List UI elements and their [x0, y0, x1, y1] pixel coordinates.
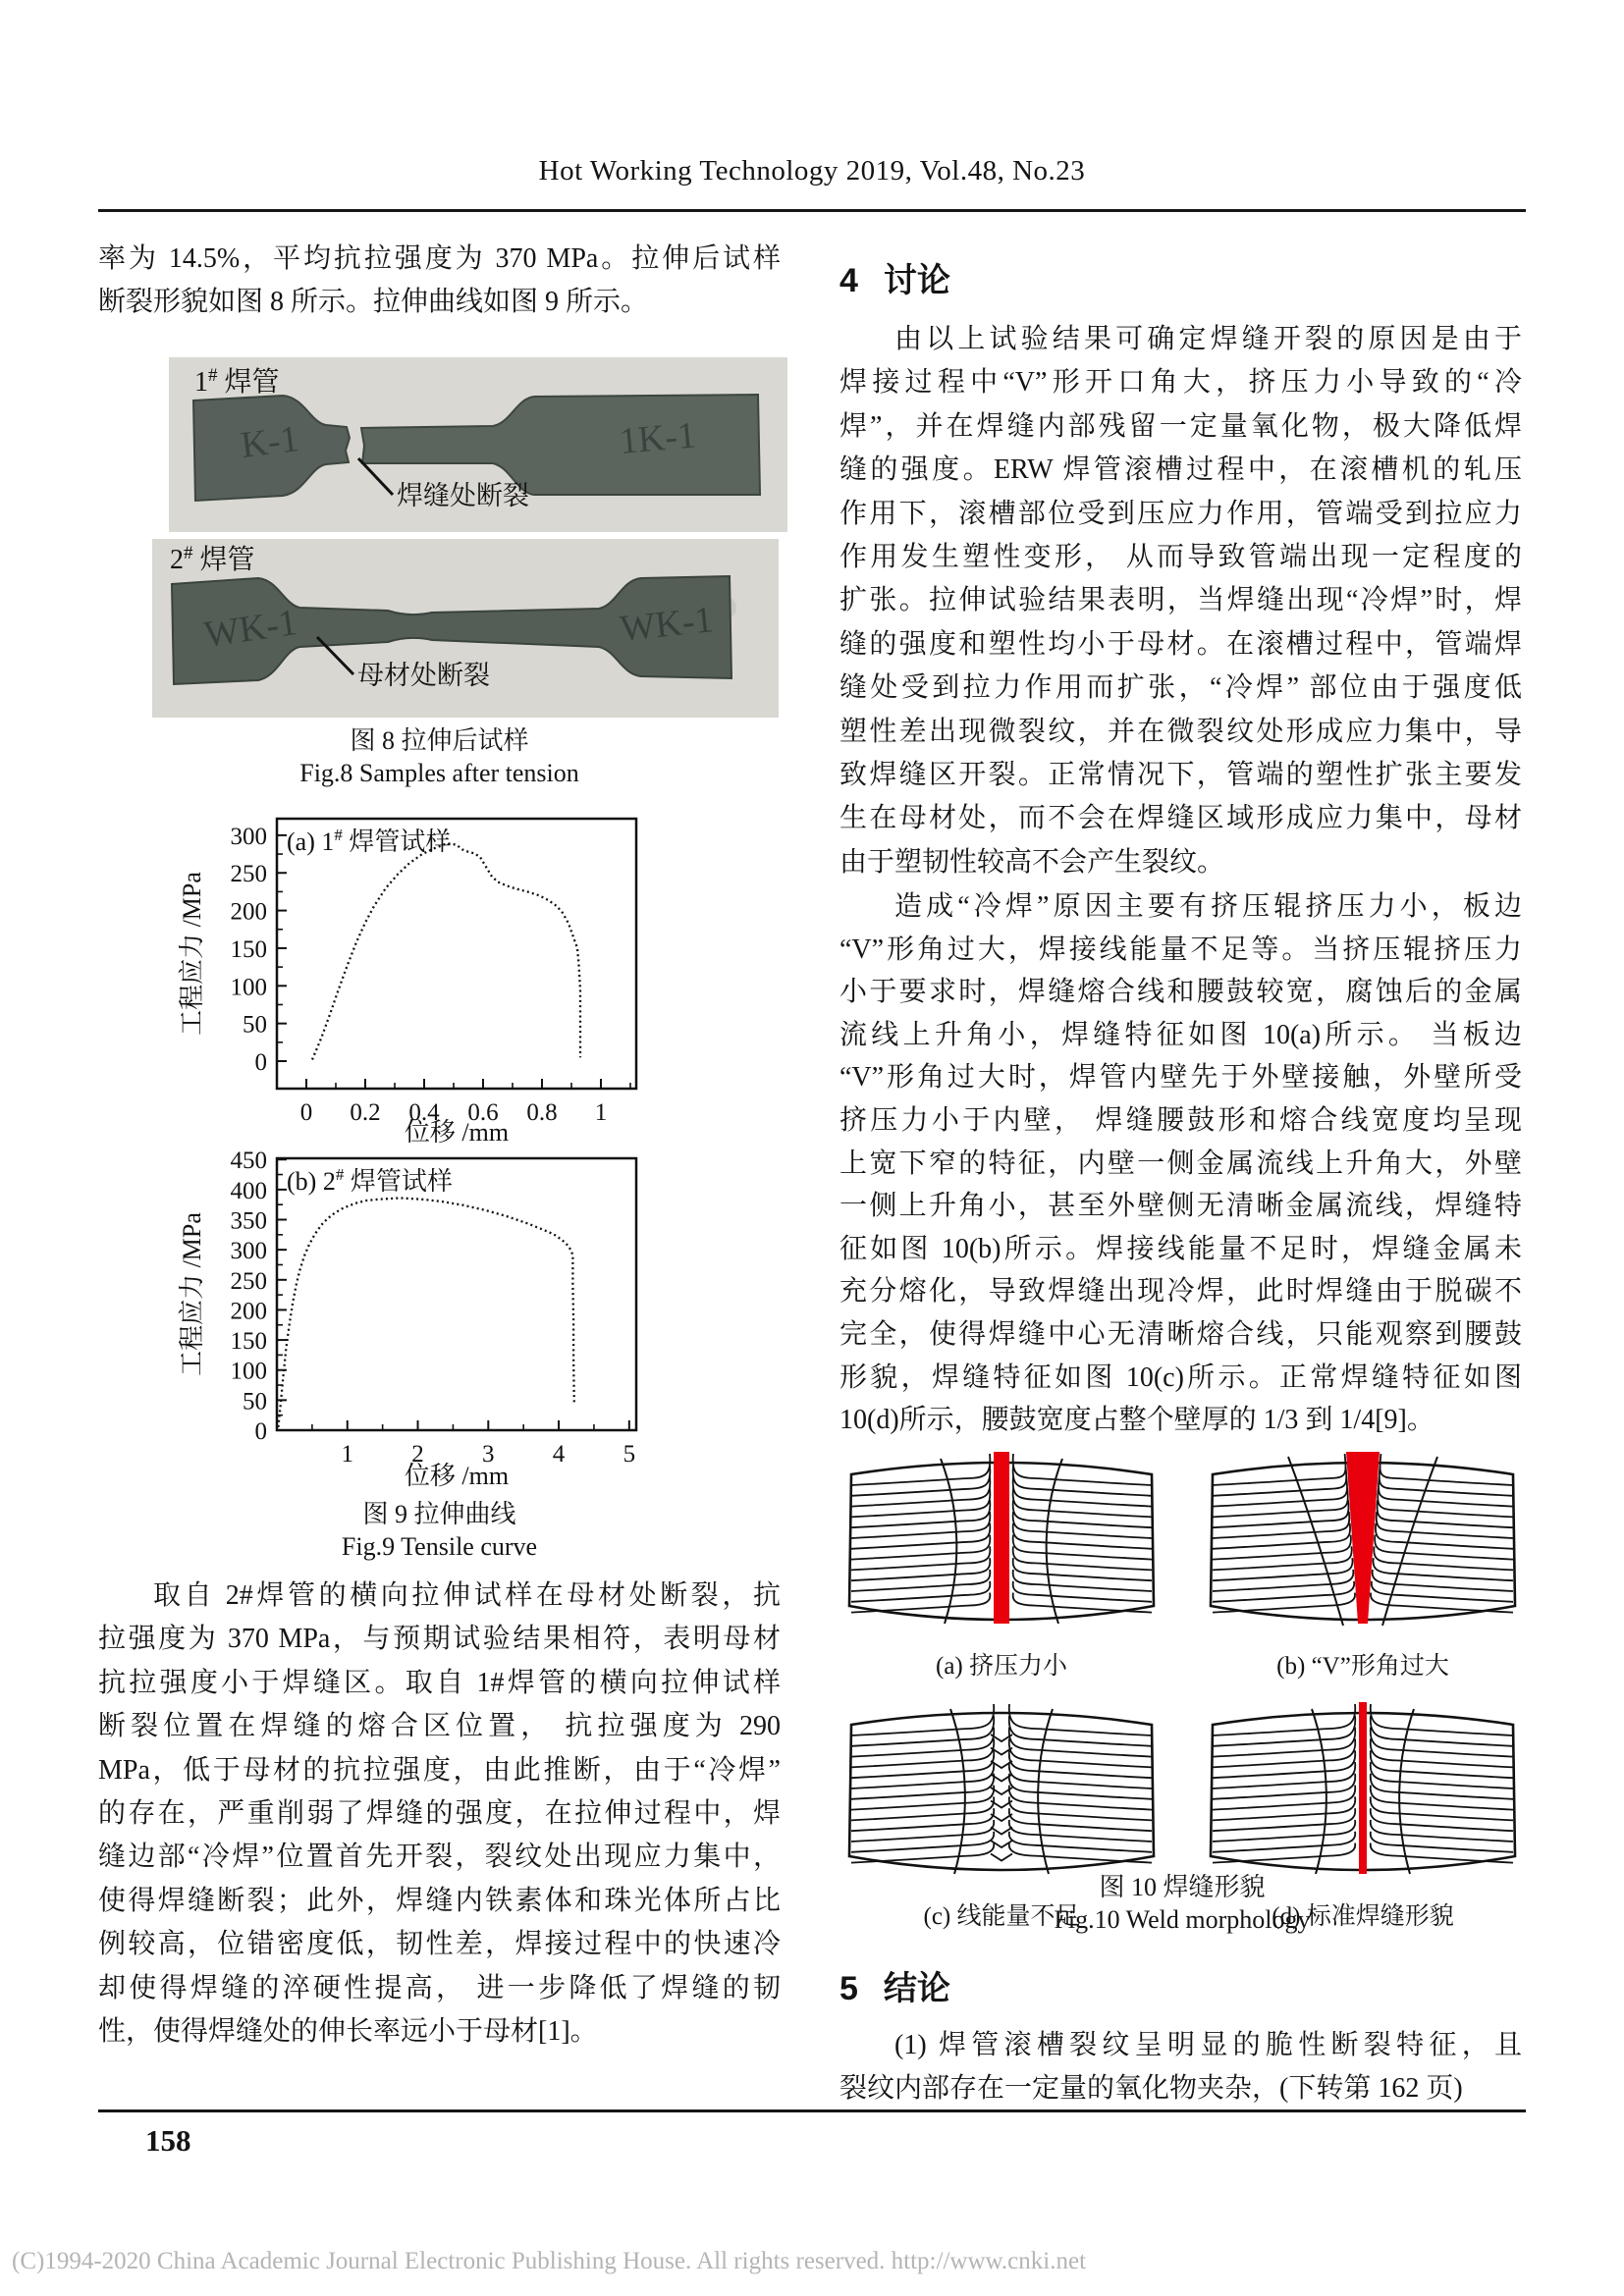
figure-caption-zh: 图 10 焊缝形貌	[1099, 1873, 1266, 1901]
left-column-paragraph	[98, 1575, 781, 2054]
body-line: 一侧上升角小，甚至外壁侧无清晰金属流线，焊缝特	[839, 1191, 1522, 1222]
body-line: 抗拉强度小于焊缝区。取自 1#焊管的横向拉伸试样	[98, 1667, 781, 1698]
body-line: 作用发生塑性变形， 从而导致管端出现一定程度的	[839, 542, 1522, 573]
svg-text:50: 50	[243, 1388, 267, 1415]
body-line: 扩张。拉伸试验结果表明，当焊缝出现“冷焊”时，焊	[839, 585, 1522, 616]
weld-diagram-b	[1201, 1441, 1525, 1682]
svg-text:(a) 1# 焊管试样: (a) 1# 焊管试样	[287, 826, 452, 856]
svg-text:350: 350	[230, 1207, 267, 1235]
svg-text:200: 200	[230, 1298, 267, 1325]
figure-caption-zh: 图 9 拉伸曲线	[362, 1500, 516, 1528]
svg-text:0: 0	[254, 1418, 267, 1445]
svg-text:150: 150	[230, 935, 267, 963]
figure-caption-en: Fig.9 Tensile curve	[341, 1532, 538, 1561]
figure-caption-en: Fig.10 Weld morphology	[1054, 1905, 1311, 1934]
tensile-curve-chart-a	[128, 811, 677, 1147]
tensile-curve-chart-b	[128, 1150, 677, 1492]
body-line: “V”形角过大，焊接线能量不足等。当挤压辊挤压力	[839, 934, 1522, 965]
weld-diagram-a	[839, 1441, 1164, 1682]
photo1-label: 1# 焊管	[194, 365, 280, 398]
body-line: 缝的强度。ERW 焊管滚槽过程中，在滚槽机的轧压	[839, 454, 1522, 486]
figure9-chart-a	[128, 811, 677, 1151]
svg-text:250: 250	[230, 861, 267, 888]
body-line: 率为 14.5%，平均抗拉强度为 370 MPa。拉伸后试样	[98, 243, 781, 274]
svg-text:4: 4	[552, 1441, 566, 1468]
figure10	[839, 1441, 1525, 1932]
figure-caption-en: Fig.8 Samples after tension	[299, 759, 579, 787]
subfigure-caption: (a) 挤压力小	[936, 1653, 1067, 1680]
body-line: 小于要求时，焊缝熔合线和腰鼓较宽，腐蚀后的金属	[839, 977, 1522, 1008]
weld-morphology-diagram-c	[839, 1691, 1164, 1888]
svg-text:0: 0	[254, 1049, 267, 1077]
figure8-photo2	[152, 539, 779, 718]
weld-morphology-diagram-a	[839, 1441, 1164, 1637]
section-number: 4	[839, 262, 858, 299]
body-line: 作用下，滚槽部位受到压应力作用，管端受到拉应力	[839, 498, 1522, 529]
tensile-sample-photo-1	[169, 357, 787, 532]
svg-text:100: 100	[230, 974, 267, 1001]
body-line: 缝处受到拉力作用而扩张，“冷焊” 部位由于强度低	[839, 672, 1522, 704]
svg-text:100: 100	[230, 1358, 267, 1385]
svg-text:0.8: 0.8	[526, 1099, 558, 1126]
body-line: (1) 焊管滚槽裂纹呈明显的脆性断裂特征，且	[894, 2030, 1522, 2060]
body-line: 焊”，并在焊缝内部残留一定量氧化物，极大降低焊	[839, 410, 1522, 442]
body-line: “V”形角过大时，焊管内壁先于外壁接触，外壁所受	[839, 1062, 1522, 1094]
right-column-paragraph3	[839, 2024, 1522, 2111]
figure9-caption	[98, 1498, 781, 1563]
svg-text:工程应力 /MPa: 工程应力 /MPa	[178, 872, 206, 1036]
svg-text:0.6: 0.6	[467, 1099, 499, 1126]
body-line: 流线上升角小，焊缝特征如图 10(a)所示。 当板边	[839, 1019, 1522, 1050]
figure8-caption	[98, 724, 781, 789]
body-line: 拉强度为 370 MPa，与预期试验结果相符，表明母材	[98, 1624, 781, 1655]
section5-heading	[839, 1961, 1522, 2009]
subfigure-caption: (b) “V”形角过大	[1276, 1653, 1449, 1680]
sample-handwritten-mark: WK-1	[618, 599, 716, 650]
body-line: 征如图 10(b)所示。焊接线能量不足时，焊缝金属未	[839, 1233, 1522, 1264]
body-line: 挤压力小于内壁， 焊缝腰鼓形和熔合线宽度均呈现	[839, 1104, 1522, 1136]
svg-text:150: 150	[230, 1328, 267, 1356]
body-line: 例较高，位错密度低，韧性差，焊接过程中的快速冷	[98, 1929, 781, 1960]
tensile-sample-photo-2	[152, 539, 779, 718]
figure9-chart-b	[128, 1150, 677, 1497]
sample-handwritten-mark: WK-1	[201, 602, 300, 656]
body-line: 形貌，焊缝特征如图 10(c)所示。正常焊缝特征如图	[839, 1362, 1522, 1393]
svg-text:2: 2	[411, 1441, 424, 1468]
right-column-paragraph2	[839, 885, 1522, 1442]
body-line: 裂纹内部存在一定量的氧化物夹杂，(下转第 162 页)	[839, 2073, 1463, 2105]
svg-text:位移 /mm: 位移 /mm	[404, 1462, 510, 1490]
body-line: 造成“冷焊”原因主要有挤压辊挤压力小，板边	[894, 891, 1522, 922]
subfigure-caption: (d) 标准焊缝形貌	[1272, 1903, 1454, 1930]
photo2-label: 2# 焊管	[170, 543, 255, 575]
body-line: 焊接过程中“V”形开口角大，挤压力小导致的“冷	[839, 367, 1522, 399]
page-number: 158	[145, 2123, 191, 2158]
body-line: 使得焊缝断裂；此外，焊缝内铁素体和珠光体所占比	[98, 1885, 781, 1916]
subfigure-caption: (c) 线能量不足	[923, 1903, 1080, 1930]
body-line: MPa，低于母材的抗拉强度，由此推断，由于“冷焊”	[98, 1754, 781, 1786]
svg-text:400: 400	[230, 1177, 267, 1204]
svg-text:位移 /mm: 位移 /mm	[404, 1118, 510, 1147]
section-title: 讨论	[883, 262, 950, 299]
section-title: 结论	[883, 1970, 950, 2007]
svg-text:250: 250	[230, 1267, 267, 1295]
fracture-annotation: 母材处断裂	[357, 661, 490, 690]
body-line: 由以上试验结果可确定焊缝开裂的原因是由于	[894, 324, 1522, 354]
body-line: 却使得焊缝的淬硬性提高， 进一步降低了焊缝的韧	[98, 1972, 781, 2003]
body-line: 缝的强度和塑性均小于母材。在滚槽过程中，管端焊	[839, 628, 1522, 660]
right-column-paragraph1	[839, 318, 1522, 884]
svg-text:300: 300	[230, 1238, 267, 1265]
left-column-intro	[98, 238, 781, 325]
body-line: 断裂位置在焊缝的熔合区位置， 抗拉强度为 290	[98, 1711, 781, 1742]
svg-text:50: 50	[243, 1011, 267, 1039]
body-line: 充分熔化，导致焊缝出现冷焊，此时焊缝由于脱碳不	[839, 1276, 1522, 1308]
figure8-photo1	[169, 357, 787, 532]
svg-text:0.2: 0.2	[350, 1099, 381, 1126]
journal-header: Hot Working Technology 2019, Vol.48, No.23	[538, 155, 1086, 187]
figure10-caption	[839, 1871, 1525, 1936]
footer-rule	[98, 2109, 1526, 2112]
body-line: 性，使得焊缝处的伸长率远小于母材[1]。	[98, 2016, 598, 2048]
svg-text:300: 300	[230, 823, 267, 850]
header-rule	[98, 209, 1526, 212]
body-line: 的存在，严重削弱了焊缝的强度，在拉伸过程中，焊	[98, 1798, 781, 1830]
svg-text:1: 1	[594, 1099, 608, 1126]
section4-heading	[839, 253, 1522, 301]
svg-text:0.4: 0.4	[408, 1099, 440, 1126]
svg-text:(b) 2# 焊管试样: (b) 2# 焊管试样	[287, 1165, 453, 1196]
body-line: 10(d)所示，腰鼓宽度占整个壁厚的 1/3 到 1/4[9]。	[839, 1405, 1435, 1436]
fracture-annotation: 焊缝处断裂	[397, 481, 529, 510]
section-number: 5	[839, 1970, 858, 2007]
body-line: 缝边部“冷焊”位置首先开裂，裂纹处出现应力集中，	[98, 1842, 781, 1873]
svg-text:200: 200	[230, 898, 267, 926]
body-line: 完全，使得焊缝中心无清晰熔合线，只能观察到腰鼓	[839, 1318, 1522, 1350]
copyright-line: (C)1994-2020 China Academic Journal Electronic Publishing House. All rights reserved. http://www.cnki.net	[12, 2248, 1087, 2274]
body-line: 生在母材处，而不会在焊缝区域形成应力集中，母材	[839, 803, 1522, 834]
body-line: 塑性差出现微裂纹，并在微裂纹处形成应力集中，导	[839, 716, 1522, 747]
svg-text:450: 450	[230, 1150, 267, 1175]
body-line: 上宽下窄的特征，内壁一侧金属流线上升角大，外壁	[839, 1148, 1522, 1179]
weld-morphology-diagram-d	[1201, 1691, 1525, 1888]
sample-handwritten-mark: 1K-1	[618, 414, 698, 462]
weld-morphology-diagram-b	[1201, 1441, 1525, 1637]
svg-text:0: 0	[299, 1099, 313, 1126]
svg-text:5: 5	[623, 1441, 636, 1468]
svg-text:工程应力 /MPa: 工程应力 /MPa	[178, 1212, 206, 1376]
body-line: 由于塑韧性较高不会产生裂纹。	[839, 846, 1225, 878]
svg-text:1: 1	[341, 1441, 354, 1468]
sample-handwritten-mark: K-1	[238, 418, 301, 466]
figure-caption-zh: 图 8 拉伸后试样	[350, 726, 529, 755]
body-line: 断裂形貌如图 8 所示。拉伸曲线如图 9 所示。	[98, 287, 649, 318]
body-line: 致焊缝区开裂。正常情况下，管端的塑性扩张主要发	[839, 760, 1522, 791]
svg-text:3: 3	[482, 1441, 495, 1468]
figure10-row1	[839, 1441, 1525, 1682]
body-line: 取自 2#焊管的横向拉伸试样在母材处断裂，抗	[153, 1580, 781, 1611]
